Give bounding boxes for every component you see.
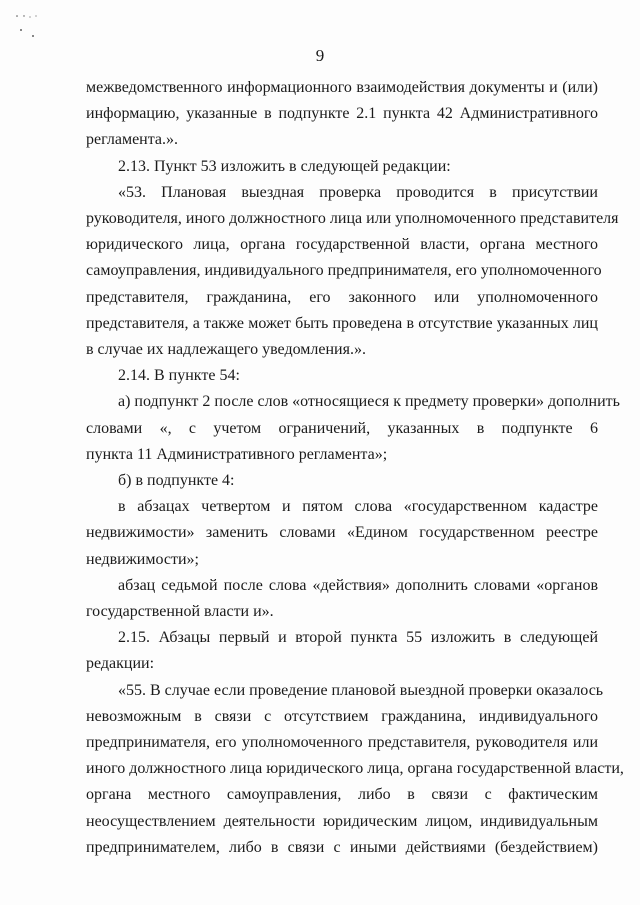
text-line: пункта 11 Административного регламента»; [86, 445, 388, 463]
text-line: информацию, указанные в подпункте 2.1 пункта 42 Административного [86, 105, 598, 123]
text-line: предпринимателем, либо в связи с иными действиями (бездействием) [86, 838, 598, 856]
text-line: б) в подпункте 4: [118, 472, 235, 489]
text-line: 2.13. Пункт 53 изложить в следующей редакции: [118, 157, 451, 175]
text-line: в абзацах четвертом и пятом слова «государственном кадастре [118, 498, 598, 516]
text-line: неосуществлением деятельности юридическим лицом, индивидуальным [86, 812, 598, 830]
text-line: регламента.». [86, 131, 179, 149]
scan-specks [14, 10, 54, 50]
text-line: абзац седьмой после слова «действия» дополнить словами «органов [118, 576, 598, 594]
text-line: невозможным в связи с отсутствием гражданина, индивидуального [86, 707, 598, 725]
text-line: иного должностного лица юридического лица, органа государственной власти, [86, 760, 624, 778]
text-line: а) подпункт 2 после слов «относящиеся к предмету проверки» дополнить [118, 393, 620, 411]
text-line: «53. Плановая выездная проверка проводится в присутствии [118, 183, 598, 201]
text-line: редакции: [86, 655, 155, 673]
text-line: государственной власти и». [86, 603, 274, 620]
text-line: в случае их надлежащего уведомления.». [86, 341, 366, 358]
text-line: словами «, с учетом ограничений, указанных в подпункте 6 [86, 419, 598, 437]
text-line: юридического лица, органа государственной власти, органа местного [86, 236, 598, 254]
text-line: представителя, а также может быть проведена в отсутствие указанных лиц [86, 314, 598, 332]
text-line: «55. В случае если проведение плановой выездной проверки оказалось [118, 681, 604, 699]
text-line: предпринимателя, его уполномоченного представителя, руководителя или [86, 734, 598, 751]
text-line: недвижимости» заменить словами «Едином государственном реестре [86, 524, 598, 542]
text-line: представителя, гражданина, его законного или уполномоченного [86, 288, 598, 306]
text-line: руководителя, иного должностного лица или уполномоченного представителя [86, 210, 619, 227]
text-line: межведомственного информационного взаимодействия документы и (или) [86, 79, 598, 96]
text-line: недвижимости»; [86, 550, 199, 568]
page-number: 9 [315, 46, 325, 65]
text-line: 2.15. Абзацы первый и второй пункта 55 изложить в следующей [118, 629, 598, 647]
text-line: 2.14. В пункте 54: [118, 367, 240, 385]
text-line: самоуправления, индивидуального предпринимателя, его уполномоченного [86, 262, 602, 280]
text-line: органа местного самоуправления, либо в связи с фактическим [86, 786, 598, 804]
